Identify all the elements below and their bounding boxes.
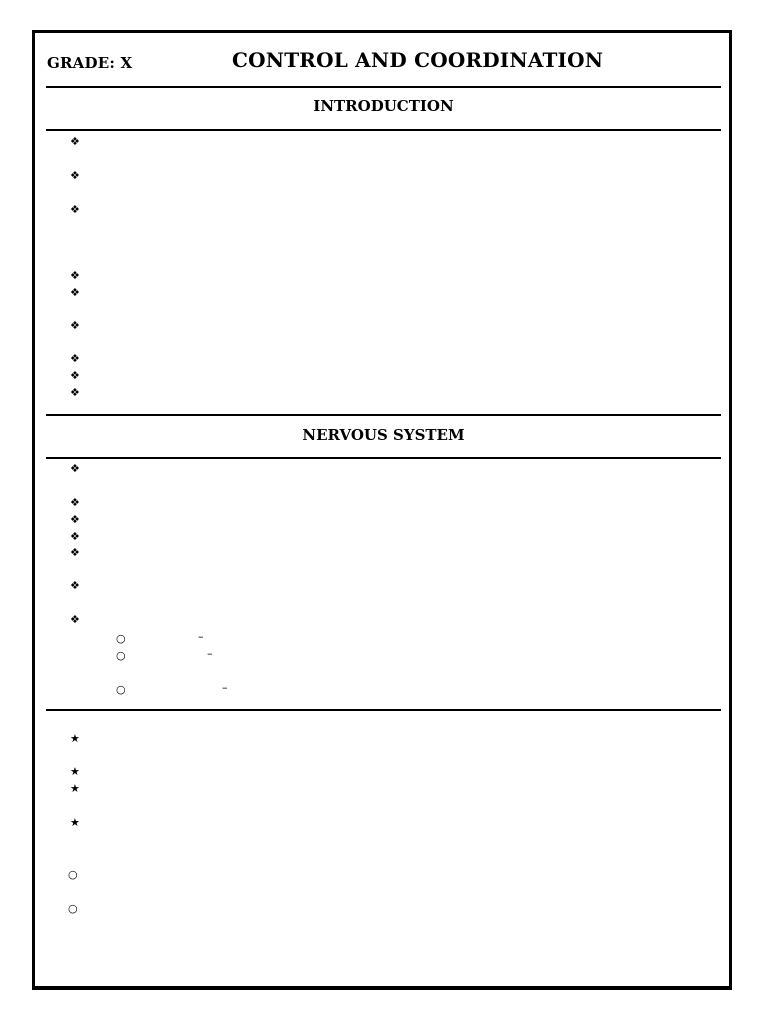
star-bullet-icon: ★	[70, 782, 80, 795]
star-bullet-icon: ★	[70, 732, 80, 745]
dash-mark: –	[222, 681, 228, 694]
diamond-bullet-icon: ❖	[70, 169, 80, 182]
diamond-bullet-icon: ❖	[70, 269, 80, 282]
diamond-bullet-icon: ❖	[70, 513, 80, 526]
star-bullet-icon: ★	[70, 765, 80, 778]
diamond-bullet-icon: ❖	[70, 319, 80, 332]
dash-mark: –	[198, 630, 204, 643]
diamond-bullet-icon: ❖	[70, 496, 80, 509]
divider	[46, 86, 721, 88]
section-title-nervous-system: NERVOUS SYSTEM	[302, 426, 465, 444]
section-title-introduction: INTRODUCTION	[313, 97, 454, 115]
diamond-bullet-icon: ❖	[70, 579, 80, 592]
diamond-bullet-icon: ❖	[70, 352, 80, 365]
circle-bullet-icon: ○	[116, 683, 126, 696]
circle-bullet-icon: ○	[68, 902, 78, 915]
diamond-bullet-icon: ❖	[70, 203, 80, 216]
circle-bullet-icon: ○	[68, 868, 78, 881]
diamond-bullet-icon: ❖	[70, 613, 80, 626]
star-bullet-icon: ★	[70, 816, 80, 829]
diamond-bullet-icon: ❖	[70, 546, 80, 559]
divider	[46, 709, 721, 711]
divider	[46, 414, 721, 416]
page-title: CONTROL AND COORDINATION	[232, 48, 604, 72]
circle-bullet-icon: ○	[116, 649, 126, 662]
divider	[46, 129, 721, 131]
diamond-bullet-icon: ❖	[70, 135, 80, 148]
diamond-bullet-icon: ❖	[70, 530, 80, 543]
diamond-bullet-icon: ❖	[70, 462, 80, 475]
diamond-bullet-icon: ❖	[70, 369, 80, 382]
dash-mark: –	[207, 647, 213, 660]
circle-bullet-icon: ○	[116, 632, 126, 645]
grade-label: GRADE: X	[47, 54, 133, 72]
diamond-bullet-icon: ❖	[70, 386, 80, 399]
divider	[46, 457, 721, 459]
page-border	[32, 30, 732, 990]
diamond-bullet-icon: ❖	[70, 286, 80, 299]
